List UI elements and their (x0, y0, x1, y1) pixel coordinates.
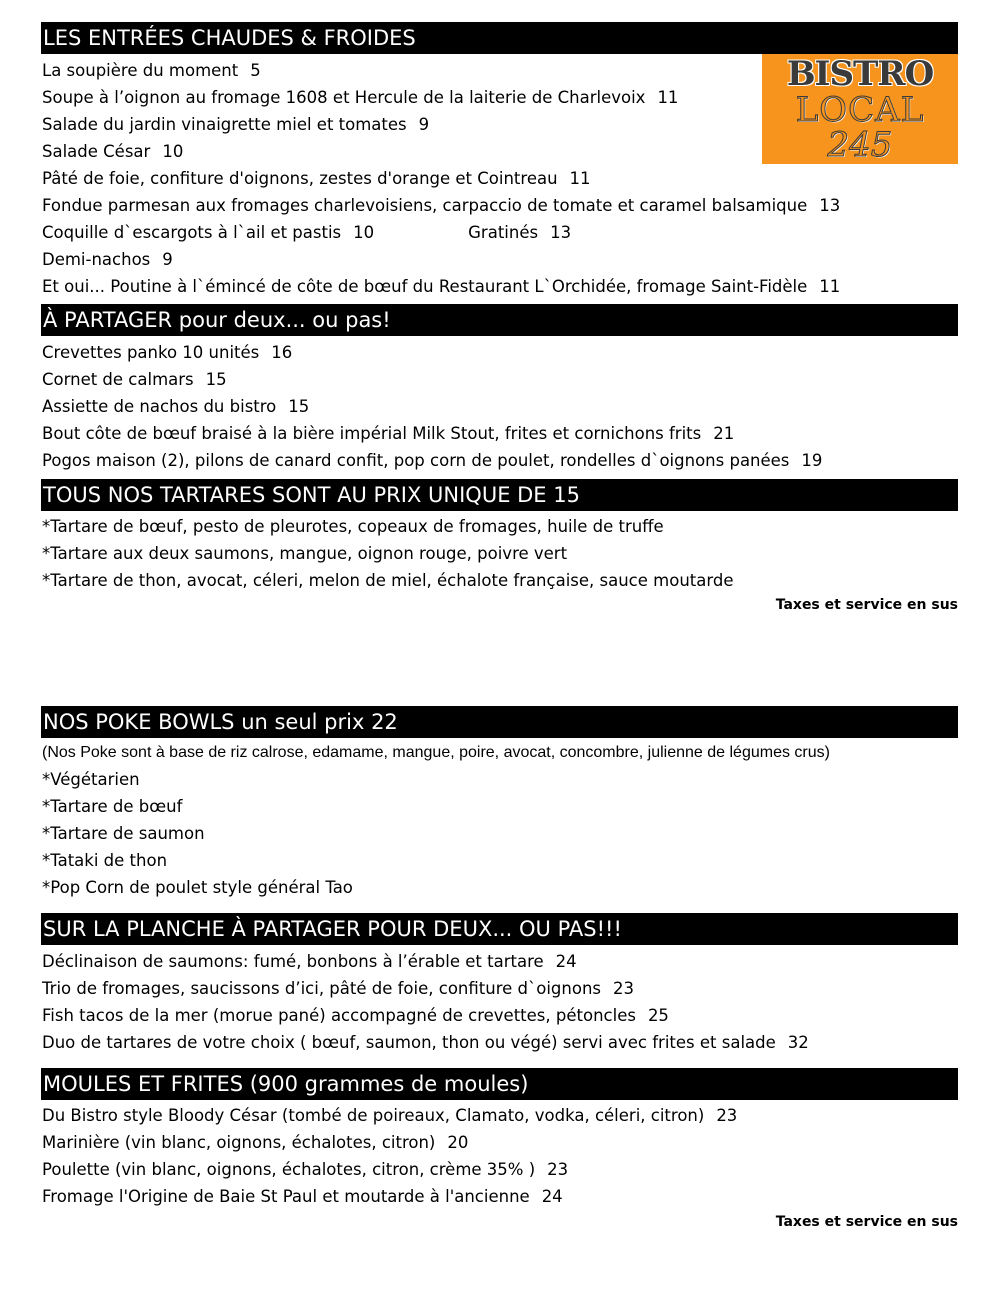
item-name: Marinière (vin blanc, oignons, échalotes, citron) (42, 1133, 436, 1152)
item-price: 13 (819, 196, 841, 215)
menu-item (42, 1156, 737, 1183)
item-price: 19 (801, 451, 823, 470)
item-price: 24 (555, 952, 577, 971)
menu-list-partager (42, 339, 822, 474)
item-price: 24 (541, 1187, 563, 1206)
item-name: Demi-nachos (42, 250, 151, 269)
menu-item (42, 138, 840, 165)
item-price: 9 (162, 250, 173, 269)
item-price: 11 (657, 88, 679, 107)
item-price: 11 (819, 277, 841, 296)
menu-list-tartares (42, 513, 733, 594)
logo-line-3: 245 (827, 125, 893, 165)
item-price: 11 (569, 169, 591, 188)
menu-item (42, 366, 822, 393)
item-name: Duo de tartares de votre choix ( bœuf, saumon, thon ou végé) servi avec frites et salade (42, 1033, 776, 1052)
item-price: 25 (647, 1006, 669, 1025)
menu-item (42, 192, 840, 219)
section-header-partager: À PARTAGER pour deux... ou pas! (41, 304, 958, 336)
menu-item (42, 447, 822, 474)
item-price: 23 (716, 1106, 738, 1125)
menu-item: *Végétarien (42, 770, 140, 789)
menu-item: *Tartare de thon, avocat, céleri, melon de miel, échalote française, sauce moutarde (42, 571, 734, 590)
item-price: 9 (418, 115, 430, 134)
section-header-poke: NOS POKE BOWLS un seul prix 22 (41, 706, 958, 738)
item-name: Pâté de foie, confiture d'oignons, zestes d'orange et Cointreau (42, 169, 558, 188)
item-price: 23 (547, 1160, 569, 1179)
item-name: Et oui... Poutine à l`émincé de côte de bœuf du Restaurant L`Orchidée, fromage Saint-Fidèle (42, 277, 808, 296)
item-name-secondary: Gratinés (468, 223, 539, 242)
menu-item (42, 975, 809, 1002)
taxes-note: Taxes et service en sus (775, 597, 958, 613)
menu-list-moules (42, 1102, 737, 1210)
menu-item: *Tartare de saumon (42, 824, 205, 843)
menu-item (42, 1029, 809, 1056)
item-price: 15 (288, 397, 310, 416)
section-header-planche: SUR LA PLANCHE À PARTAGER POUR DEUX... OU PAS!!! (41, 913, 958, 945)
menu-list-poke (42, 739, 830, 901)
menu-item (42, 219, 840, 246)
item-price: 10 (353, 223, 375, 242)
section-header-entrees: LES ENTRÉES CHAUDES & FROIDES (41, 22, 958, 54)
menu-item: *Tartare de bœuf (42, 797, 183, 816)
menu-item (42, 111, 840, 138)
item-price: 32 (787, 1033, 809, 1052)
item-price: 15 (205, 370, 227, 389)
item-price-secondary: 13 (550, 223, 572, 242)
menu-item: *Pop Corn de poulet style général Tao (42, 878, 353, 897)
section-header-moules: MOULES ET FRITES (900 grammes de moules) (41, 1068, 958, 1100)
menu-item: *Tataki de thon (42, 851, 168, 870)
menu-item: *Tartare aux deux saumons, mangue, oignon rouge, poivre vert (42, 544, 568, 563)
taxes-note: Taxes et service en sus (775, 1214, 958, 1230)
item-name: Du Bistro style Bloody César (tombé de poireaux, Clamato, vodka, céleri, citron) (42, 1106, 705, 1125)
menu-item (42, 246, 840, 273)
item-name: Salade César (42, 142, 151, 161)
menu-item (42, 273, 840, 300)
menu-item (42, 1102, 737, 1129)
item-name: La soupière du moment (42, 61, 239, 80)
item-price: 10 (162, 142, 184, 161)
menu-list-entrees (42, 57, 840, 300)
item-name: Coquille d`escargots à l`ail et pastis (42, 223, 342, 242)
menu-item (42, 57, 840, 84)
item-name: Déclinaison de saumons: fumé, bonbons à l’érable et tartare (42, 952, 544, 971)
item-name: Fromage l'Origine de Baie St Paul et moutarde à l'ancienne (42, 1187, 530, 1206)
menu-item (42, 165, 840, 192)
item-name: Soupe à l’oignon au fromage 1608 et Hercule de la laiterie de Charlevoix (42, 88, 646, 107)
logo-line-2: LOCAL (795, 90, 925, 130)
logo-line-1: BISTRO (786, 54, 934, 94)
item-name: Pogos maison (2), pilons de canard confit, pop corn de poulet, rondelles d`oignons panées (42, 451, 790, 470)
poke-intro: (Nos Poke sont à base de riz calrose, edamame, mangue, poire, avocat, concombre, julienne de légumes crus) (42, 744, 830, 761)
item-name: Assiette de nachos du bistro (42, 397, 277, 416)
menu-item (42, 339, 822, 366)
item-name: Crevettes panko 10 unités (42, 343, 260, 362)
item-name: Poulette (vin blanc, oignons, échalotes, citron, crème 35% ) (42, 1160, 536, 1179)
menu-item (42, 1183, 737, 1210)
item-name: Salade du jardin vinaigrette miel et tomates (42, 115, 407, 134)
item-name: Trio de fromages, saucissons d’ici, pâté de foie, confiture d`oignons (42, 979, 602, 998)
menu-item (42, 420, 822, 447)
menu-item (42, 1129, 737, 1156)
item-name: Cornet de calmars (42, 370, 194, 389)
menu-item (42, 948, 809, 975)
item-price: 23 (613, 979, 635, 998)
item-price: 21 (713, 424, 735, 443)
menu-item (42, 84, 840, 111)
item-name: Bout côte de bœuf braisé à la bière impérial Milk Stout, frites et cornichons frits (42, 424, 702, 443)
item-name: Fondue parmesan aux fromages charlevoisiens, carpaccio de tomate et caramel balsamique (42, 196, 808, 215)
section-header-tartares: TOUS NOS TARTARES SONT AU PRIX UNIQUE DE 15 (41, 479, 958, 511)
item-price: 20 (447, 1133, 469, 1152)
item-price: 16 (271, 343, 293, 362)
menu-item (42, 1002, 809, 1029)
item-name: Fish tacos de la mer (morue pané) accompagné de crevettes, pétoncles (42, 1006, 636, 1025)
menu-item: *Tartare de bœuf, pesto de pleurotes, copeaux de fromages, huile de truffe (42, 517, 664, 536)
menu-item (42, 393, 822, 420)
item-price: 5 (250, 61, 261, 80)
menu-list-planche (42, 948, 809, 1056)
